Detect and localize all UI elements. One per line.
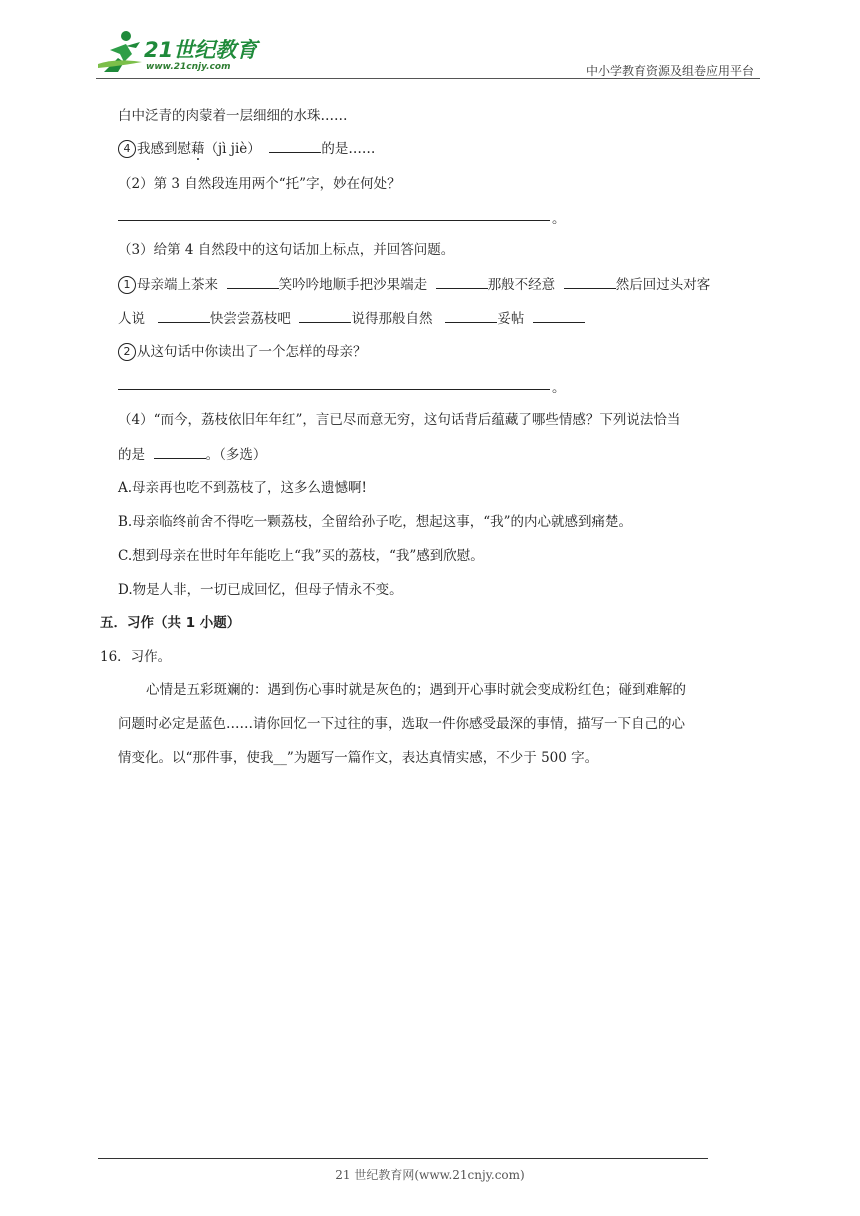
footer-divider	[98, 1158, 708, 1159]
period: 。	[552, 380, 566, 396]
text: 人说	[118, 311, 145, 327]
paragraph-line	[118, 748, 598, 768]
brand-logo	[96, 28, 266, 76]
option-c	[118, 546, 484, 566]
sub-question-1-cont	[118, 308, 585, 329]
text: 快尝尝荔枝吧	[209, 311, 291, 327]
brand-url: www.21cnjy.com	[146, 62, 231, 72]
text: 。（多选）	[205, 447, 267, 463]
text: 的是……	[321, 141, 376, 157]
sub-question-1	[118, 274, 710, 295]
option-text: C.想到母亲在世时年年能吃上“我”买的荔枝，“我”感到欣慰。	[118, 548, 484, 564]
text: 笑吟吟地顺手把沙果端走	[278, 277, 428, 293]
question-2	[118, 174, 401, 194]
text: 母亲端上茶来	[137, 277, 218, 293]
answer-blank[interactable]	[227, 274, 279, 289]
answer-line[interactable]	[118, 389, 550, 390]
text: 那般不经意	[487, 277, 556, 293]
header-divider	[96, 78, 760, 79]
brand-name: 21世纪教育	[144, 38, 258, 62]
question-16	[100, 647, 171, 667]
answer-blank[interactable]	[533, 308, 585, 323]
text: 说得那般自然	[351, 311, 433, 327]
answer-blank[interactable]	[564, 274, 616, 289]
runner-logo-icon	[96, 28, 144, 74]
circled-number: 2	[118, 343, 136, 361]
answer-blank[interactable]	[299, 308, 351, 323]
answer-blank[interactable]	[158, 308, 210, 323]
question-3	[118, 240, 454, 260]
text: 然后回过头对客	[615, 277, 711, 293]
text: 慰	[177, 141, 191, 157]
period: 。	[552, 211, 566, 227]
answer-line[interactable]	[118, 220, 550, 221]
option-text: A.母亲再也吃不到荔枝了，这多么遗憾啊!	[118, 480, 367, 496]
section-title: 五．习作（共 1 小题）	[100, 615, 241, 631]
text-line	[118, 106, 348, 126]
section-heading	[100, 613, 240, 633]
page-header	[96, 28, 762, 78]
paragraph-text: 心情是五彩斑斓的：遇到伤心事时就是灰色的；遇到开心事时就会变成粉红色；碰到难解的	[146, 682, 686, 698]
question-4	[118, 410, 680, 430]
paragraph-text: 情变化。以“那件事，使我__”为题写一篇作文，表达真情实感，不少于 500 字。	[118, 750, 599, 766]
option-b	[118, 512, 632, 532]
paragraph-line	[146, 680, 686, 700]
option-d	[118, 580, 403, 600]
question-text: 16．习作。	[100, 649, 172, 665]
text: 从这句话中你读出了一个怎样的母亲？	[137, 344, 367, 360]
sub-question-4	[118, 138, 375, 159]
emphasis-char: 藉	[191, 141, 205, 157]
circled-number: 4	[118, 140, 136, 158]
text: 妥帖	[497, 311, 525, 327]
footer-text: 21 世纪教育网(www.21cnjy.com)	[335, 1168, 525, 1182]
option-text: D.物是人非，一切已成回忆，但母子情永不变。	[118, 582, 403, 598]
question-text: （2）第 3 自然段连用两个“托”字，妙在何处？	[118, 176, 401, 192]
answer-blank[interactable]	[154, 444, 206, 459]
option-a	[118, 478, 367, 498]
question-text: （4）“而今，荔枝依旧年年红”，言已尽而意无穷，这句话背后蕴藏了哪些情感？下列说法恰当	[118, 412, 681, 428]
text: 的是	[118, 447, 145, 463]
sub-question-2	[118, 342, 367, 362]
question-4-cont	[118, 444, 266, 465]
paragraph-text: 问题时必定是蓝色……请你回忆一下过往的事，选取一件你感受最深的事情，描写一下自己的心	[118, 716, 685, 732]
passage-fragment: 白中泛青的肉蒙着一层细细的水珠……	[118, 108, 348, 124]
circled-number: 1	[118, 276, 136, 294]
question-text: （3）给第 4 自然段中的这句话加上标点，并回答问题。	[118, 242, 455, 258]
answer-blank[interactable]	[445, 308, 497, 323]
platform-title: 中小学教育资源及组卷应用平台	[585, 64, 754, 78]
option-text: B.母亲临终前舍不得吃一颗荔枝，全留给孙子吃，想起这事，“我”的内心就感到痛楚。	[118, 514, 633, 530]
text: 我感到	[137, 141, 178, 157]
answer-blank[interactable]	[436, 274, 488, 289]
answer-blank[interactable]	[269, 138, 321, 153]
paragraph-line	[118, 714, 685, 734]
pinyin: （jì jiè）	[204, 141, 261, 157]
